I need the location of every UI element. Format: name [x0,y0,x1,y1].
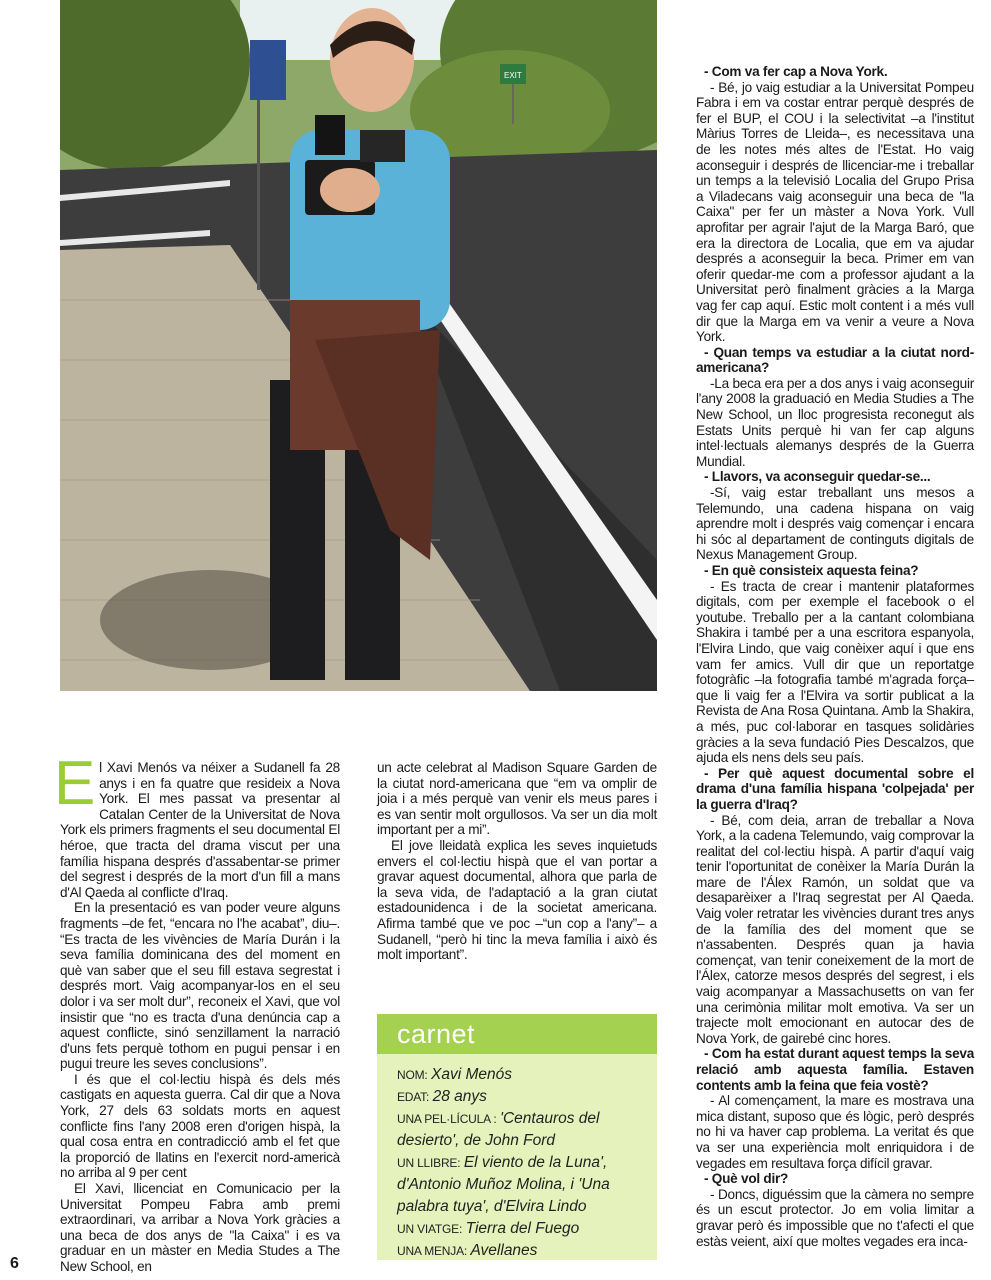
article-column-2 [377,760,657,963]
paragraph: El jove lleidatà explica les seves inquietuds envers el col·lectiu hispà que el van portar a gravar aquest documental, alhora que parla de la seva vida, de l'adaptació a la gran ciutat estadounidenca i de la societat americana. Afirma també que ve poc –“un cop a l'any”– a Sudanell, “però hi tinc la meva família i això és molt important”. [377,837,657,963]
paragraph: El Xavi, llicenciat en Comunicacio per la Universitat Pompeu Fabra amb premi extraordinari, va arribar a Nova York gràcies a una beca de dos anys de "la Caixa" i es va graduar en un màster en Media Studes a The New School, en [60,1181,340,1274]
carnet-label: UN LLIBRE: [397,1156,461,1170]
carnet-body [377,1054,657,1260]
interview-answer: - Al començament, la mare es mostrava una mica distant, suposo que és lògic, però després no hi va haver cap problema. La veritat és que va ser una experiència molt enriquidora i de vegades em resultava força difícil gravar. [696,1093,974,1171]
carnet-label: NOM: [397,1068,428,1082]
carnet-value: 28 anys [432,1088,487,1105]
interview-question: - Llavors, va aconseguir quedar-se... [704,469,931,485]
carnet-value: 'Centauros del desierto', de John Ford [397,1110,600,1149]
carnet-box [377,1014,657,1260]
carnet-value: Xavi Menós [431,1066,512,1083]
carnet-row-name [397,1064,647,1086]
paragraph-text: l Xavi Menós va néixer a Sudanell fa 28 anys i en fa quatre que resideix a Nova York. El mes passat va presentar al Catalan Center de la Universitat de Nova York els primers fragments el seu documental El héroe, que tracta del drama viscut per una família hispana després d'assabentar-se primer del segrest i després de la mort d'un fill a mans d'Al Qaeda al conflicte d'Iraq. [60,760,340,900]
carnet-row-age [397,1086,647,1108]
carnet-row-book [397,1152,647,1218]
interview-question: - Com ha estat durant aquest temps la seva relació amb aquesta família. Estaven contents amb la feina que feia vostè? [696,1046,974,1093]
page-number: 6 [10,1255,19,1272]
carnet-label: UNA PEL·LÍCULA : [397,1112,497,1126]
interview-question: - Quan temps va estudiar a la ciutat nord-americana? [696,344,974,376]
carnet-row-food [397,1240,647,1262]
paragraph: un acte celebrat al Madison Square Garden de la ciutat nord-americana que “em va omplir de joia i a més perquè van venir els meus pares i es van sentir molt orgullosos. Va ser un dia molt important per a mi”. [377,760,657,838]
drop-cap: E [54,749,96,818]
carnet-title: carnet [377,1014,657,1054]
interview-answer: - Bé, com deia, arran de treballar a Nova York, a la cadena Telemundo, vaig comprovar la realitat del col·lectiu hispà. A partir d'aquí vaig tenir l'oportunitat de conèixer la María Durán la mare de l'Álex Ramón, un soldat que va desaparèixer a l'Iraq segrestat per Al Qaeda. Vaig voler retratar les vivències durant tres anys de la família des del moment que se n'assabenten. Després quan ja havia començat, van tenir coneixement de la mort de l'Álex, catorze mesos després del segrest, i els vaig acompanyar a Massachusetts on van fer una cerimònia militar molt emotiva. Va ser un trajecte molt emocionant en autocar des de Nova York, de gairebé cinc hores. [696,812,974,1046]
interview-question: - Què vol dir? [704,1171,789,1187]
article-photo [60,0,657,691]
exit-sign-text: EXIT [504,71,522,80]
carnet-value: Avellanes [470,1242,538,1259]
carnet-row-trip [397,1218,647,1240]
interview-answer: -Sí, vaig estar treballant uns mesos a Telemundo, una cadena hispana on vaig aprendre molt i després vaig començar i encara hi sóc al departament de continguts digitals de Nexus Management Group. [696,485,974,563]
interview-question: - En què consisteix aquesta feina? [704,563,919,578]
carnet-label: UN VIATGE: [397,1222,463,1236]
article-column-3 [696,64,974,1249]
interview-question: - Com va fer cap a Nova York. [704,64,888,79]
carnet-value: El viento de la Luna', d'Antonio Muñoz Molina, i 'Una palabra tuya', d'Elvira Lindo [397,1154,610,1215]
carnet-row-film [397,1108,647,1152]
interview-question: - Per què aquest documental sobre el drama d'una família hispana 'colpejada' per la guerra d'Iraq? [696,765,974,812]
carnet-value: Tierra del Fuego [465,1220,580,1237]
interview-answer: - Es tracta de crear i mantenir plataformes digitals, com per exemple el facebook o el youtube. Treballo per a la cantant colombiana Shakira i també per a una escritora espanyola, l'Elvira Lindo, que vaig conèixer aquí i que ens vam fer amics. Vull dir que un reportatge fotogràfic –la fotografia també m'agrada força– que li vaig fer a l'Elvira va sortir publicat a la Revista de Ana Rosa Quintana. Amb la Shakira, a més, puc col·laborar en tasques solidàries gràcies a la seva fundació Pies Descalzos, que ajuda els nens dels seu país. [696,578,974,766]
interview-answer: - Bé, jo vaig estudiar a la Universitat Pompeu Fabra i em va costar entrar perquè després de fer el BUP, el COU i la selectivitat –a l'institut Màrius Torres de Lleida–, es necessitava una de les notes més altes de l'Estat. Ho vaig aconseguir i després de llicenciar-me i treballar un temps a la televisió Localia del Grupo Prisa a Viladecans vaig aconseguir una beca de "la Caixa" per fer un màster a Nova York. Vull aprofitar per agrair l'ajut de la Marga Baró, que era la directora de Localia, que em va ajudar després a aconseguir la beca. Primer em van oferir quedar-me com a professor ajudant a la Universitat però finalment gràcies a la Marga vag fer cap aquí. Estic molt content i a més vull dir que la Marga em va venir a veure a Nova York. [696,79,974,345]
interview-answer: - Doncs, diguéssim que la càmera no sempre és un escut protector. Jo em volia limitar a gravar però és impossible que no t'afecti el que estàs veient, així que moltes vegades era inca- [696,1186,974,1249]
article-column-1 [54,749,340,1275]
paragraph: I és que el col·lectiu hispà és dels més castigats en aquesta guerra. Cal dir que a Nova York, 27 dels 63 soldats morts en aquest conflicte fins l'any 2008 eren d'origen hispà, la qual cosa entra en contradicció amb el fet que la proporció de llatins en l'exercit nord-americà no arriba al 9 per cent [60,1071,340,1181]
carnet-label: UNA MENJA: [397,1244,468,1258]
paragraph: En la presentació es van poder veure alguns fragments –de fet, “encara no l'he acabat”, diu–. “Es tracta de les vivències de María Durán i la seva família dominicana des del moment en què van saber que el seu fill estava segrestat i després mort. Vaig acompanyar-los en el seu dolor i va ser molt dur”, reconeix el Xavi, que vol insistir que “no es tracta d'una denúncia cap a aquest conflicte, sinó senzillament la narració d'uns fets perquè tothom en pugui pensar i en pugui treure les seves conclusions”. [60,900,340,1072]
carnet-label: EDAT: [397,1090,430,1104]
article-intro-paragraph [54,749,340,900]
interview-answer: -La beca era per a dos anys i vaig aconseguir l'any 2008 la graduació en Media Studies a The New School, un lloc progresista reconegut als Estats Units perquè hi van fer cap alguns intel·lectuals alemanys després de la Guerra Mundial. [696,375,974,469]
